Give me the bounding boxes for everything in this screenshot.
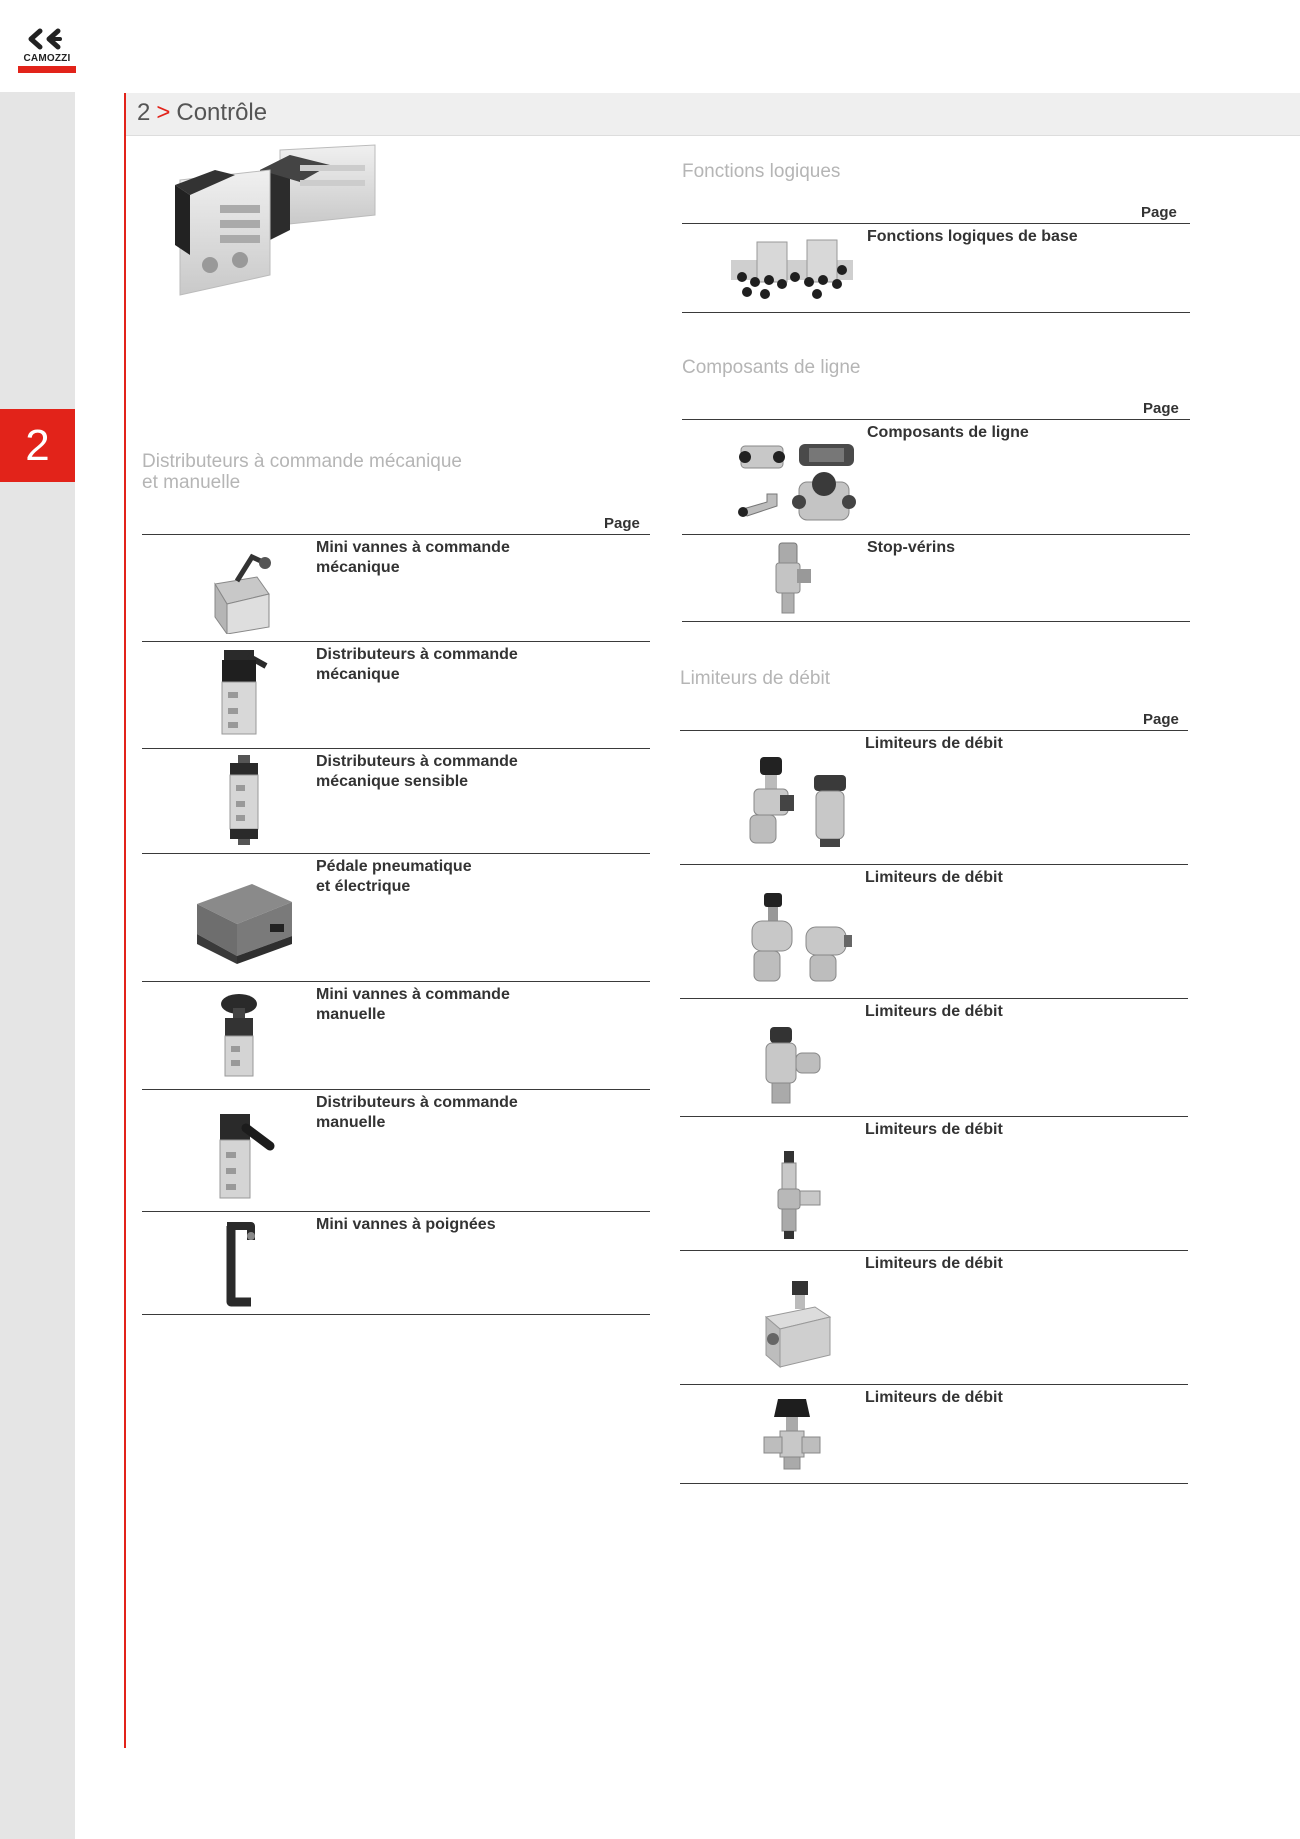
page-title [137, 99, 267, 127]
logic-valves-icon [727, 232, 857, 304]
mechanical-valve-icon [212, 648, 272, 740]
divider [142, 1314, 650, 1315]
item-label [316, 857, 472, 896]
list-item[interactable] [142, 535, 650, 641]
line-components-icon [737, 434, 862, 526]
mini-mechanical-valve-icon [207, 549, 282, 634]
item-label-line1: Distributeurs à commande [316, 1094, 518, 1111]
cylinder-stop-icon [767, 539, 817, 619]
item-label-line2: et électrique [316, 877, 411, 895]
item-label-line2: mécanique [316, 665, 400, 683]
push-button-valve-icon [217, 992, 272, 1082]
list-item[interactable] [142, 854, 650, 981]
list-item[interactable] [680, 1251, 1188, 1384]
list-item[interactable] [680, 731, 1188, 864]
item-label-line2: mécanique sensible [316, 772, 469, 790]
flow-regulator-needle-icon [770, 1149, 825, 1244]
item-label [316, 645, 518, 684]
chapter-tab[interactable] [0, 409, 75, 482]
breadcrumb-separator: > [156, 99, 171, 126]
section-title-logic: Fonctions logiques [682, 161, 841, 182]
brand-bar [18, 66, 76, 73]
item-label-line1: Mini vannes à commande [316, 539, 510, 556]
header-band [125, 93, 1300, 136]
sensitive-valve-icon [222, 755, 267, 847]
item-label [316, 985, 510, 1024]
list-item[interactable] [680, 1117, 1188, 1250]
list-item[interactable] [680, 865, 1188, 998]
page-label-mechanical: Page [604, 515, 640, 532]
item-label-line1: Pédale pneumatique [316, 858, 472, 875]
item-label: Limiteurs de débit [865, 1389, 1003, 1406]
camozzi-logo[interactable] [18, 28, 76, 76]
item-label [316, 538, 510, 577]
item-label: Stop-vérins [867, 539, 956, 556]
item-label-line2: mécanique [316, 558, 400, 576]
section-title-line1: Distributeurs à commande mécanique [142, 451, 462, 472]
list-item[interactable] [142, 1090, 650, 1211]
list-item[interactable] [682, 535, 1190, 621]
flow-regulator-block-icon [760, 1277, 835, 1372]
item-label: Fonctions logiques de base [867, 228, 1078, 245]
item-label-line1: Distributeurs à commande [316, 753, 518, 770]
item-label [316, 1215, 496, 1235]
sidebar [0, 92, 75, 1839]
flow-regulator-single-icon [760, 1019, 830, 1111]
brand-name: CAMOZZI [23, 53, 71, 64]
chapter-index: 2 [137, 99, 151, 126]
foot-pedal-icon [192, 874, 297, 966]
item-label: Limiteurs de débit [865, 1121, 1003, 1138]
item-label-line1: Mini vannes à poignées [316, 1216, 496, 1233]
section-title-line: Composants de ligne [682, 357, 861, 378]
list-item[interactable] [682, 420, 1190, 534]
list-item[interactable] [142, 642, 650, 748]
list-item[interactable] [142, 982, 650, 1089]
flow-regulator-elbow-icon [740, 891, 855, 991]
list-item[interactable] [680, 999, 1188, 1116]
item-label: Limiteurs de débit [865, 1003, 1003, 1020]
chapter-number: 2 [25, 420, 50, 470]
divider [682, 621, 1190, 622]
page-label-logic: Page [1141, 204, 1177, 221]
item-label [316, 752, 518, 791]
item-label-line1: Mini vannes à commande [316, 986, 510, 1003]
chapter-title: Contrôle [176, 99, 268, 126]
list-item[interactable] [682, 224, 1190, 312]
hero-product-image [160, 135, 390, 340]
list-item[interactable] [142, 749, 650, 853]
item-label-line2: manuelle [316, 1005, 386, 1023]
flow-regulator-icon [740, 753, 855, 853]
divider [682, 312, 1190, 313]
divider [680, 1483, 1188, 1484]
item-label: Composants de ligne [867, 424, 1029, 441]
item-label-line1: Distributeurs à commande [316, 646, 518, 663]
list-item[interactable] [680, 1385, 1188, 1483]
camozzi-ck-logo-icon [18, 28, 76, 54]
red-rule [124, 93, 126, 1748]
item-label: Limiteurs de débit [865, 735, 1003, 752]
list-item[interactable] [142, 1212, 650, 1314]
page-label-line: Page [1143, 400, 1179, 417]
item-label: Limiteurs de débit [865, 869, 1003, 886]
needle-valve-icon [760, 1395, 835, 1480]
valve-island-icon [160, 135, 390, 340]
section-title-flow: Limiteurs de débit [680, 668, 830, 689]
lever-valve-icon [212, 1110, 282, 1205]
item-label: Limiteurs de débit [865, 1255, 1003, 1272]
item-label-line2: manuelle [316, 1113, 386, 1131]
section-title-mechanical [142, 451, 462, 493]
handle-icon [217, 1218, 267, 1310]
item-label [316, 1093, 518, 1132]
page-label-flow: Page [1143, 711, 1179, 728]
section-title-line2: et manuelle [142, 472, 241, 493]
